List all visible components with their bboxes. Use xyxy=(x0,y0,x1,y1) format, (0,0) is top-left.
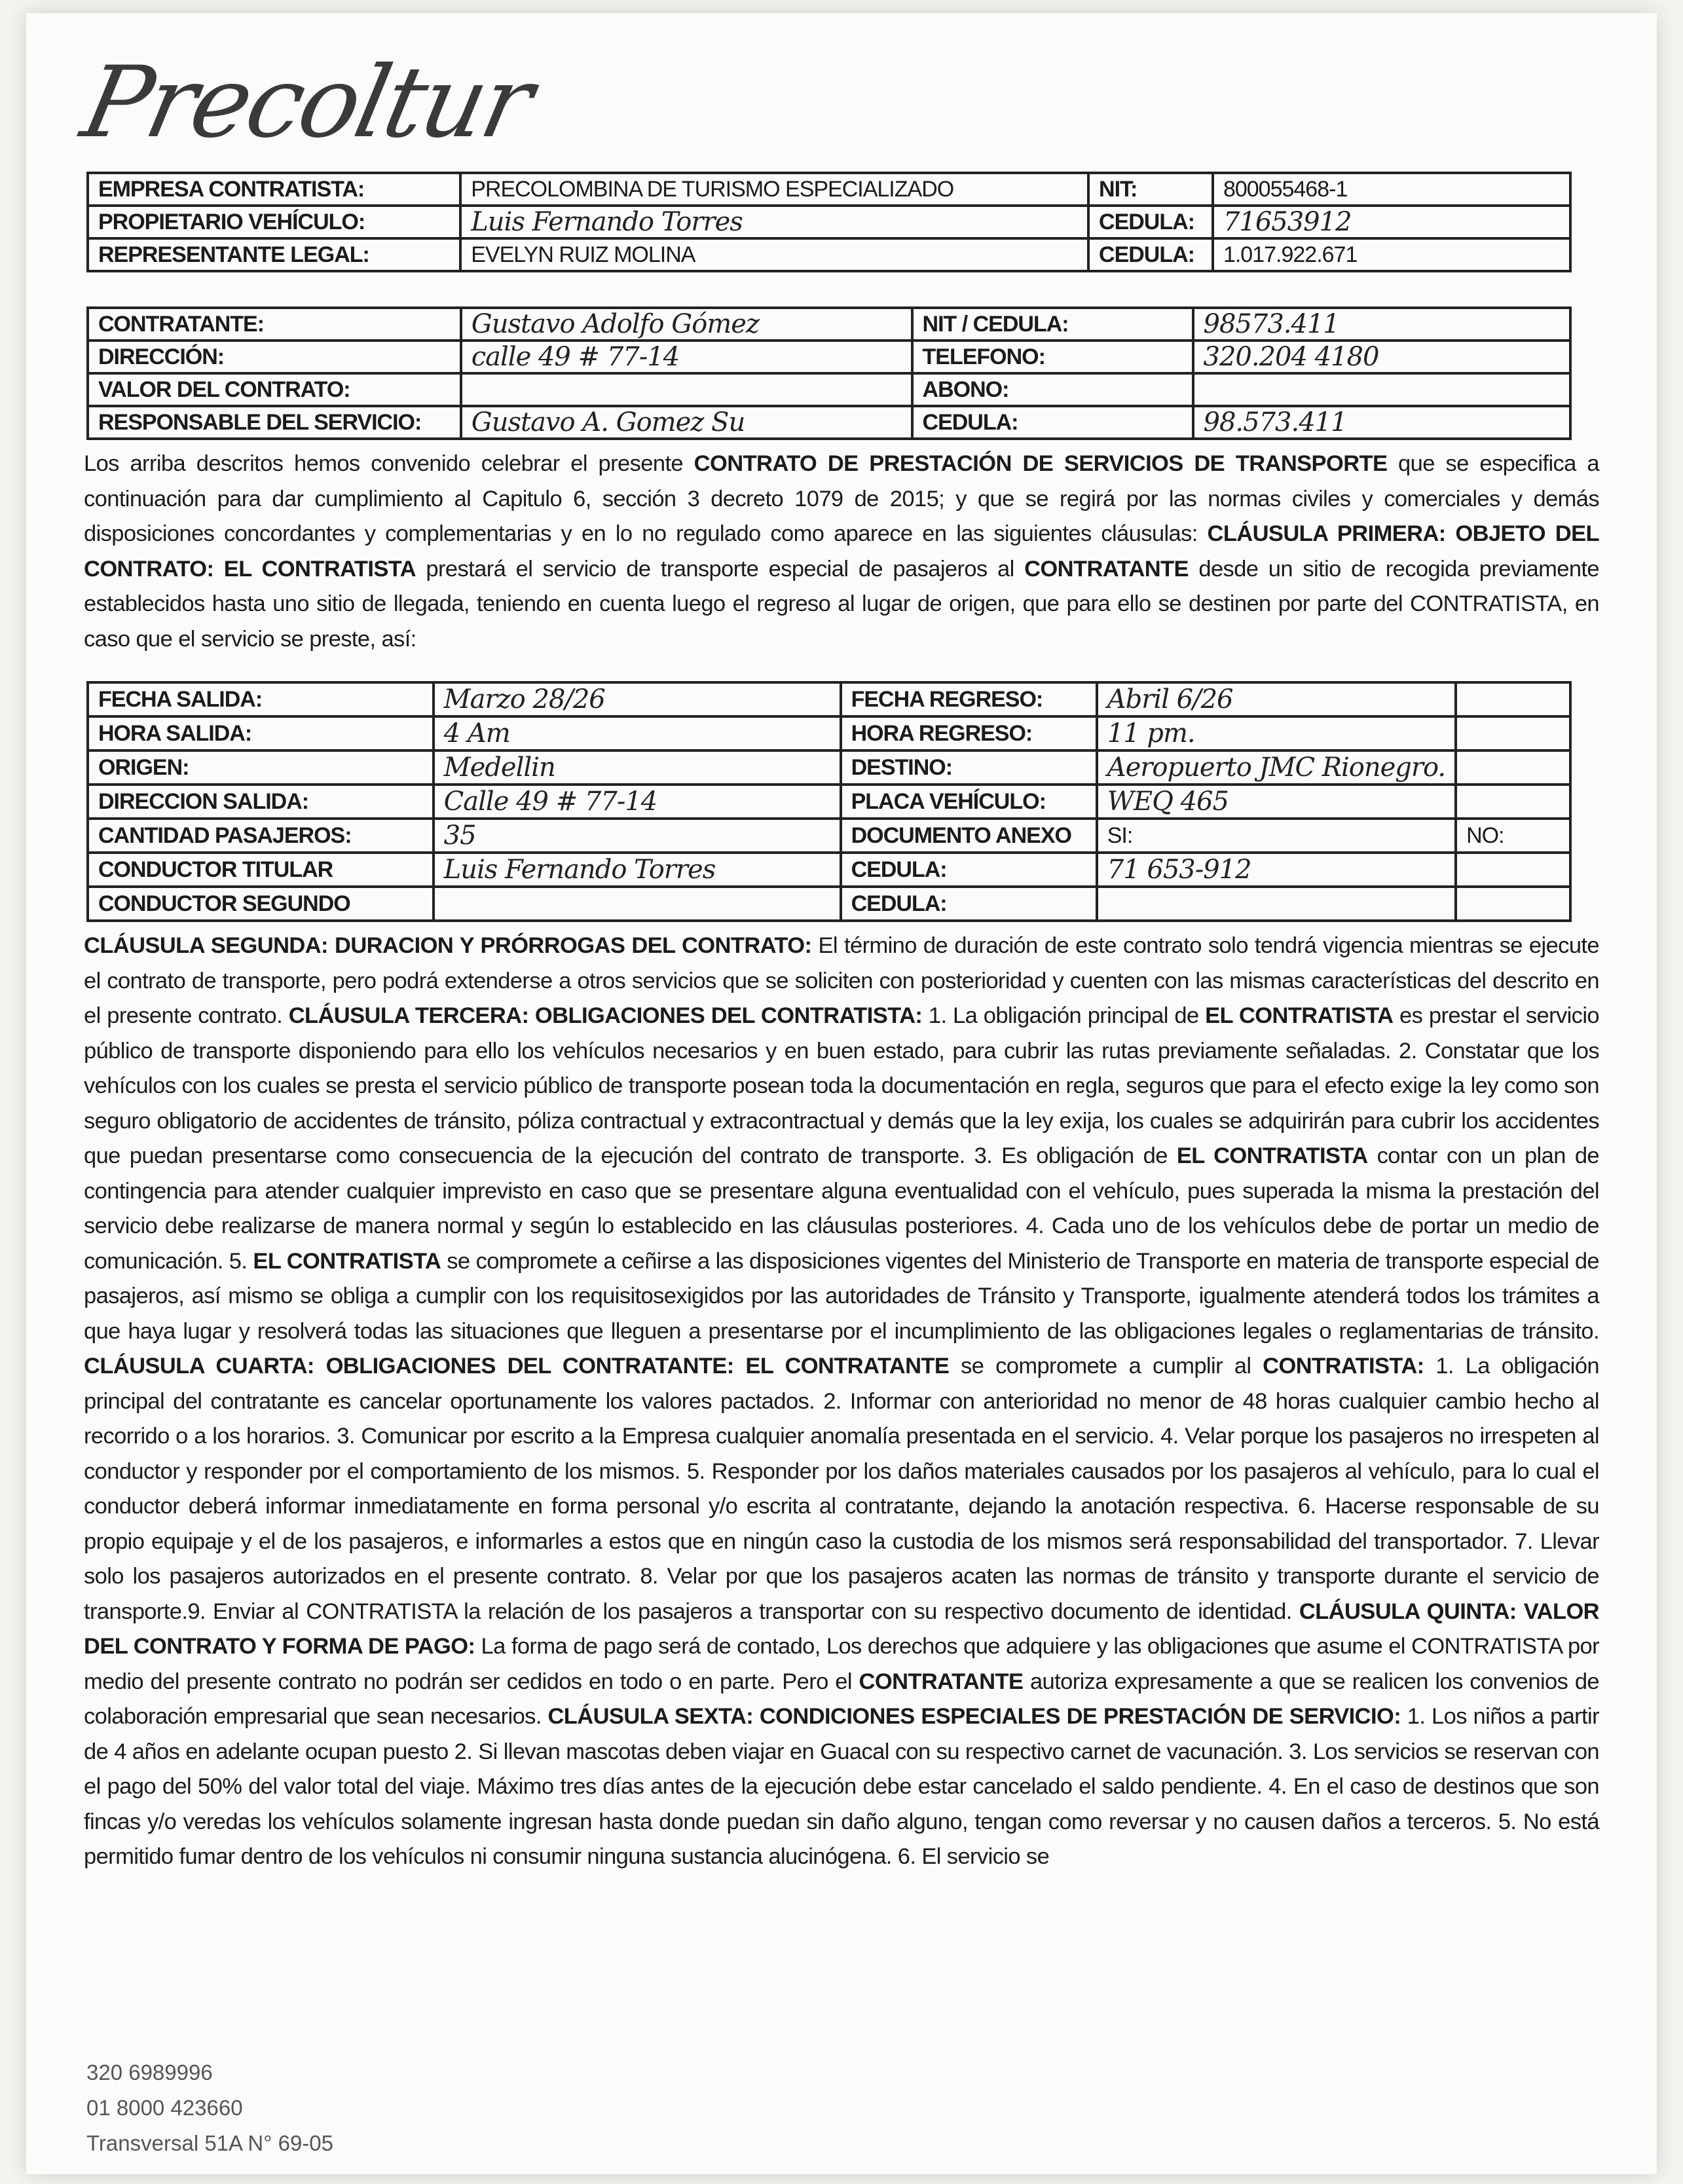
field-value xyxy=(1456,716,1570,750)
field-value: 98.573.411 xyxy=(1193,406,1570,439)
clauses-paragraph xyxy=(84,929,1599,1875)
field-value: Marzo 28/26 xyxy=(434,682,841,716)
text-segment: 1. La obligación principal del contratante es cancelar oportunamente los valores pactados. 2. Informar con anterioridad no menor de 48 horas cualquier cambio hecho al recorrido o a los horarios. 3. Comunicar por escrito a la Empresa cualquier anomalía presentada en el servicio. 4. Velar porque los pasajeros no irrespeten al conductor y responder por el comportamiento de los mismos. 5. Responder por los daños materiales causados por los pasajeros al vehículo, para lo cual el conductor deberá informar inmediatamente en forma personal y/o escrita al contratante, dejando la anotación respectiva. 6. Hacerse responsable de su propio equipaje y el de los pasajeros, e informarles a estos que en ningún caso la custodia de los mismos será responsabilidad del transportador. 7. Llevar solo los pasajeros autorizados en el presente contrato. 8. Velar por que los pasajeros acaten las normas de tránsito y transporte durante el servicio de transporte.9. Enviar al CONTRATISTA la relación de los pasajeros a transportar con su respectivo documento de identidad. xyxy=(84,1354,1599,1624)
company-info-table xyxy=(86,172,1572,272)
field-value: 800055468-1 xyxy=(1213,173,1570,206)
field-value: 1.017.922.671 xyxy=(1213,238,1570,271)
field-label: NIT / CEDULA: xyxy=(912,308,1193,341)
company-logo: Precoltur xyxy=(73,46,540,160)
field-value xyxy=(434,887,841,921)
footer-toll-free: 01 8000 423660 xyxy=(86,2096,243,2120)
field-value: 35 xyxy=(434,819,841,853)
field-value xyxy=(1456,682,1570,716)
field-label: ORIGEN: xyxy=(88,750,434,785)
field-label: TELEFONO: xyxy=(912,341,1193,373)
field-value: Luis Fernando Torres xyxy=(460,206,1088,238)
field-label: REPRESENTANTE LEGAL: xyxy=(88,238,460,271)
trip-details-table xyxy=(86,681,1572,922)
table-row xyxy=(88,716,1570,750)
text-segment: es prestar el servicio público de transporte disponiendo para ello los vehículos necesarios y en buen estado, para cubrir las rutas previamente señaladas. 2. Constatar que los vehículos con los cuales se presta el servicio público de transporte posean toda la documentación en regla, seguros que para el efecto exige la ley como son seguro obligatorio de accidentes de tránsito, póliza contractual y extracontractual y demás que la ley exija, los cuales se adquirirán para cubrir los accidentes que puedan presentarse como consecuencia de la ejecución del contrato de transporte. 3. Es obligación de xyxy=(84,1003,1599,1168)
text-segment: se compromete a cumplir al xyxy=(949,1354,1263,1379)
field-value: Calle 49 # 77-14 xyxy=(434,785,841,819)
field-label: EMPRESA CONTRATISTA: xyxy=(88,173,460,206)
field-value: Abril 6/26 xyxy=(1097,682,1456,716)
text-segment: que se especifica a continuación para dar cumplimiento al Capitulo 6, sección 3 decreto 1079 de 2015; y que se regirá por las normas civiles y comerciales y demás disposiciones concordantes y complementarias y en lo no regulado como aparece en las siguientes cláusulas: xyxy=(84,451,1600,546)
field-label: HORA REGRESO: xyxy=(841,716,1097,750)
bold-heading-segment: EL CONTRATISTA xyxy=(1205,1003,1394,1028)
field-value: 71653912 xyxy=(1213,206,1570,238)
field-label: VALOR DEL CONTRATO: xyxy=(88,373,461,406)
field-value: 320.204 4180 xyxy=(1193,341,1570,373)
text-segment: prestará el servicio de transporte especial de pasajeros al xyxy=(416,556,1025,582)
table-row xyxy=(88,853,1570,887)
field-label: PROPIETARIO VEHÍCULO: xyxy=(88,206,460,238)
contact-footer xyxy=(86,2055,333,2161)
text-segment: desde un sitio de recogida previamente establecidos hasta uno sitio de llegada, teniendo en cuenta luego el regreso al lugar de origen, que para ello se destinen por parte del CONTRATISTA, en caso que el servicio se preste, así: xyxy=(84,556,1599,652)
field-value: Gustavo Adolfo Gómez xyxy=(461,308,912,341)
field-value: Medellin xyxy=(434,750,841,785)
field-label: NIT: xyxy=(1088,173,1213,206)
field-value xyxy=(1456,887,1570,921)
client-info-table xyxy=(86,306,1572,440)
table-row xyxy=(88,406,1570,439)
field-value: Gustavo A. Gomez Su xyxy=(461,406,912,439)
text-segment: El término de duración de este contrato solo tendrá vigencia mientras se ejecute el contrato de transporte, pero podrá extenderse a otros servicios que se soliciten con posterioridad y cuenten con las mismas características del descrito en el presente contrato. xyxy=(84,933,1599,1028)
text-segment: 1. La obligación principal de xyxy=(922,1003,1206,1028)
field-label: DOCUMENTO ANEXO xyxy=(841,819,1097,853)
field-value: Luis Fernando Torres xyxy=(434,853,841,887)
bold-heading-segment: EL CONTRATISTA xyxy=(253,1248,441,1274)
bold-heading-segment: CLÁUSULA CUARTA: OBLIGACIONES DEL CONTRATANTE: EL CONTRATANTE xyxy=(84,1354,950,1379)
field-label: CEDULA: xyxy=(1088,238,1213,271)
field-value: 98573.411 xyxy=(1193,308,1570,341)
bold-heading-segment: CLÁUSULA TERCERA: OBLIGACIONES DEL CONTRATISTA: xyxy=(288,1003,923,1028)
field-value xyxy=(1456,853,1570,887)
bold-heading-segment: CONTRATANTE xyxy=(859,1669,1024,1694)
table-row xyxy=(88,819,1570,853)
table-row xyxy=(88,238,1570,271)
field-label: CONTRATANTE: xyxy=(88,308,461,341)
field-label: CONDUCTOR SEGUNDO xyxy=(88,887,434,921)
field-label: ABONO: xyxy=(912,373,1193,406)
table-row xyxy=(88,750,1570,785)
field-value: NO: xyxy=(1456,819,1570,853)
field-label: DIRECCIÓN: xyxy=(88,341,461,373)
field-label: CEDULA: xyxy=(1088,206,1213,238)
field-label: RESPONSABLE DEL SERVICIO: xyxy=(88,406,461,439)
field-value xyxy=(1456,785,1570,819)
field-value: PRECOLOMBINA DE TURISMO ESPECIALIZADO xyxy=(460,173,1088,206)
field-value xyxy=(1097,887,1456,921)
field-label: DIRECCION SALIDA: xyxy=(88,785,434,819)
field-label: PLACA VEHÍCULO: xyxy=(841,785,1097,819)
text-segment: La forma de pago será de contado, Los derechos que adquiere y las obligaciones que asume el CONTRATISTA por medio del presente contrato no podrán ser cedidos en todo o en parte. Pero el xyxy=(84,1634,1600,1694)
bold-heading-segment: CONTRATANTE xyxy=(1024,556,1189,582)
footer-address: Transversal 51A N° 69-05 xyxy=(86,2131,333,2155)
field-value: Aeropuerto JMC Rionegro. xyxy=(1097,750,1456,785)
bold-heading-segment: EL CONTRATISTA xyxy=(1176,1143,1368,1168)
bold-heading-segment: CLÁUSULA SEGUNDA: DURACION Y PRÓRROGAS DEL CONTRATO: xyxy=(84,933,812,958)
bold-heading-segment: CLÁUSULA SEXTA: CONDICIONES ESPECIALES DE PRESTACIÓN DE SERVICIO: xyxy=(547,1704,1401,1729)
bold-heading-segment: CONTRATO DE PRESTACIÓN DE SERVICIOS DE TRANSPORTE xyxy=(694,451,1388,476)
field-value xyxy=(461,373,912,406)
field-value: calle 49 # 77-14 xyxy=(461,341,912,373)
table-row xyxy=(88,206,1570,238)
field-label: CEDULA: xyxy=(841,853,1097,887)
text-segment: 1. Los niños a partir de 4 años en adelante ocupan puesto 2. Si llevan mascotas deben viajar en Guacal con su respectivo carnet de vacunación. 3. Los servicios se reservan con el pago del 50% del valor total del viaje. Máximo tres días antes de la ejecución debe estar cancelado el saldo pendiente. 4. En el caso de destinos que son fincas y/o veredas los vehículos solamente ingresan hasta donde puedan sin daño alguno, tengan como reversar y no causen daños a terceros. 5. No está permitido fumar dentro de los vehículos ni consumir ninguna sustancia alucinógena. 6. El servicio se xyxy=(84,1704,1599,1869)
field-label: CONDUCTOR TITULAR xyxy=(88,853,434,887)
table-row xyxy=(88,785,1570,819)
field-value: 4 Am xyxy=(434,716,841,750)
field-label: HORA SALIDA: xyxy=(88,716,434,750)
table-row xyxy=(88,373,1570,406)
text-segment: contar con un plan de contingencia para atender cualquier imprevisto en caso que se presentare alguna eventualidad con el vehículo, pues superada la misma la prestación del servicio debe realizarse de manera normal y según lo establecido en las cláusulas posteriores. 4. Cada uno de los vehículos debe de portar un medio de comunicación. 5. xyxy=(84,1143,1599,1274)
field-value xyxy=(1456,750,1570,785)
field-label: CEDULA: xyxy=(912,406,1193,439)
table-row xyxy=(88,341,1570,373)
field-label: DESTINO: xyxy=(841,750,1097,785)
footer-phone: 320 6989996 xyxy=(86,2060,213,2084)
field-label: FECHA SALIDA: xyxy=(88,682,434,716)
text-segment: Los arriba descritos hemos convenido celebrar el presente xyxy=(84,451,694,476)
table-row xyxy=(88,887,1570,921)
intro-paragraph xyxy=(84,447,1599,657)
field-label: FECHA REGRESO: xyxy=(841,682,1097,716)
bold-heading-segment: CLÁUSULA QUINTA: VALOR DEL CONTRATO Y FORMA DE PAGO: xyxy=(84,1599,1599,1659)
table-row xyxy=(88,308,1570,341)
text-segment: se compromete a ceñirse a las disposiciones vigentes del Ministerio de Transporte en materia de transporte especial de pasajeros, así mismo se obliga a cumplir con los requisitosexigidos por las autoridades de Tránsito y Transporte, igualmente atenderá todos los trámites a que haya lugar y resolverá todas las situaciones que lleguen a presentarse por el incumplimiento de las obligaciones legales o reglamentarias de tránsito. xyxy=(84,1248,1599,1344)
bold-heading-segment: CONTRATISTA: xyxy=(1263,1354,1424,1379)
field-value: SI: xyxy=(1097,819,1456,853)
field-value: WEQ 465 xyxy=(1097,785,1456,819)
field-value xyxy=(1193,373,1570,406)
field-label: CEDULA: xyxy=(841,887,1097,921)
bold-heading-segment: CLÁUSULA PRIMERA: OBJETO DEL CONTRATO: EL CONTRATISTA xyxy=(84,521,1599,582)
field-value: EVELYN RUIZ MOLINA xyxy=(460,238,1088,271)
field-value: 71 653-912 xyxy=(1097,853,1456,887)
text-segment: autoriza expresamente a que se realicen los convenios de colaboración empresarial que sean necesarios. xyxy=(84,1669,1600,1729)
field-label: CANTIDAD PASAJEROS: xyxy=(88,819,434,853)
table-row xyxy=(88,173,1570,206)
field-value: 11 pm. xyxy=(1097,716,1456,750)
table-row xyxy=(88,682,1570,716)
